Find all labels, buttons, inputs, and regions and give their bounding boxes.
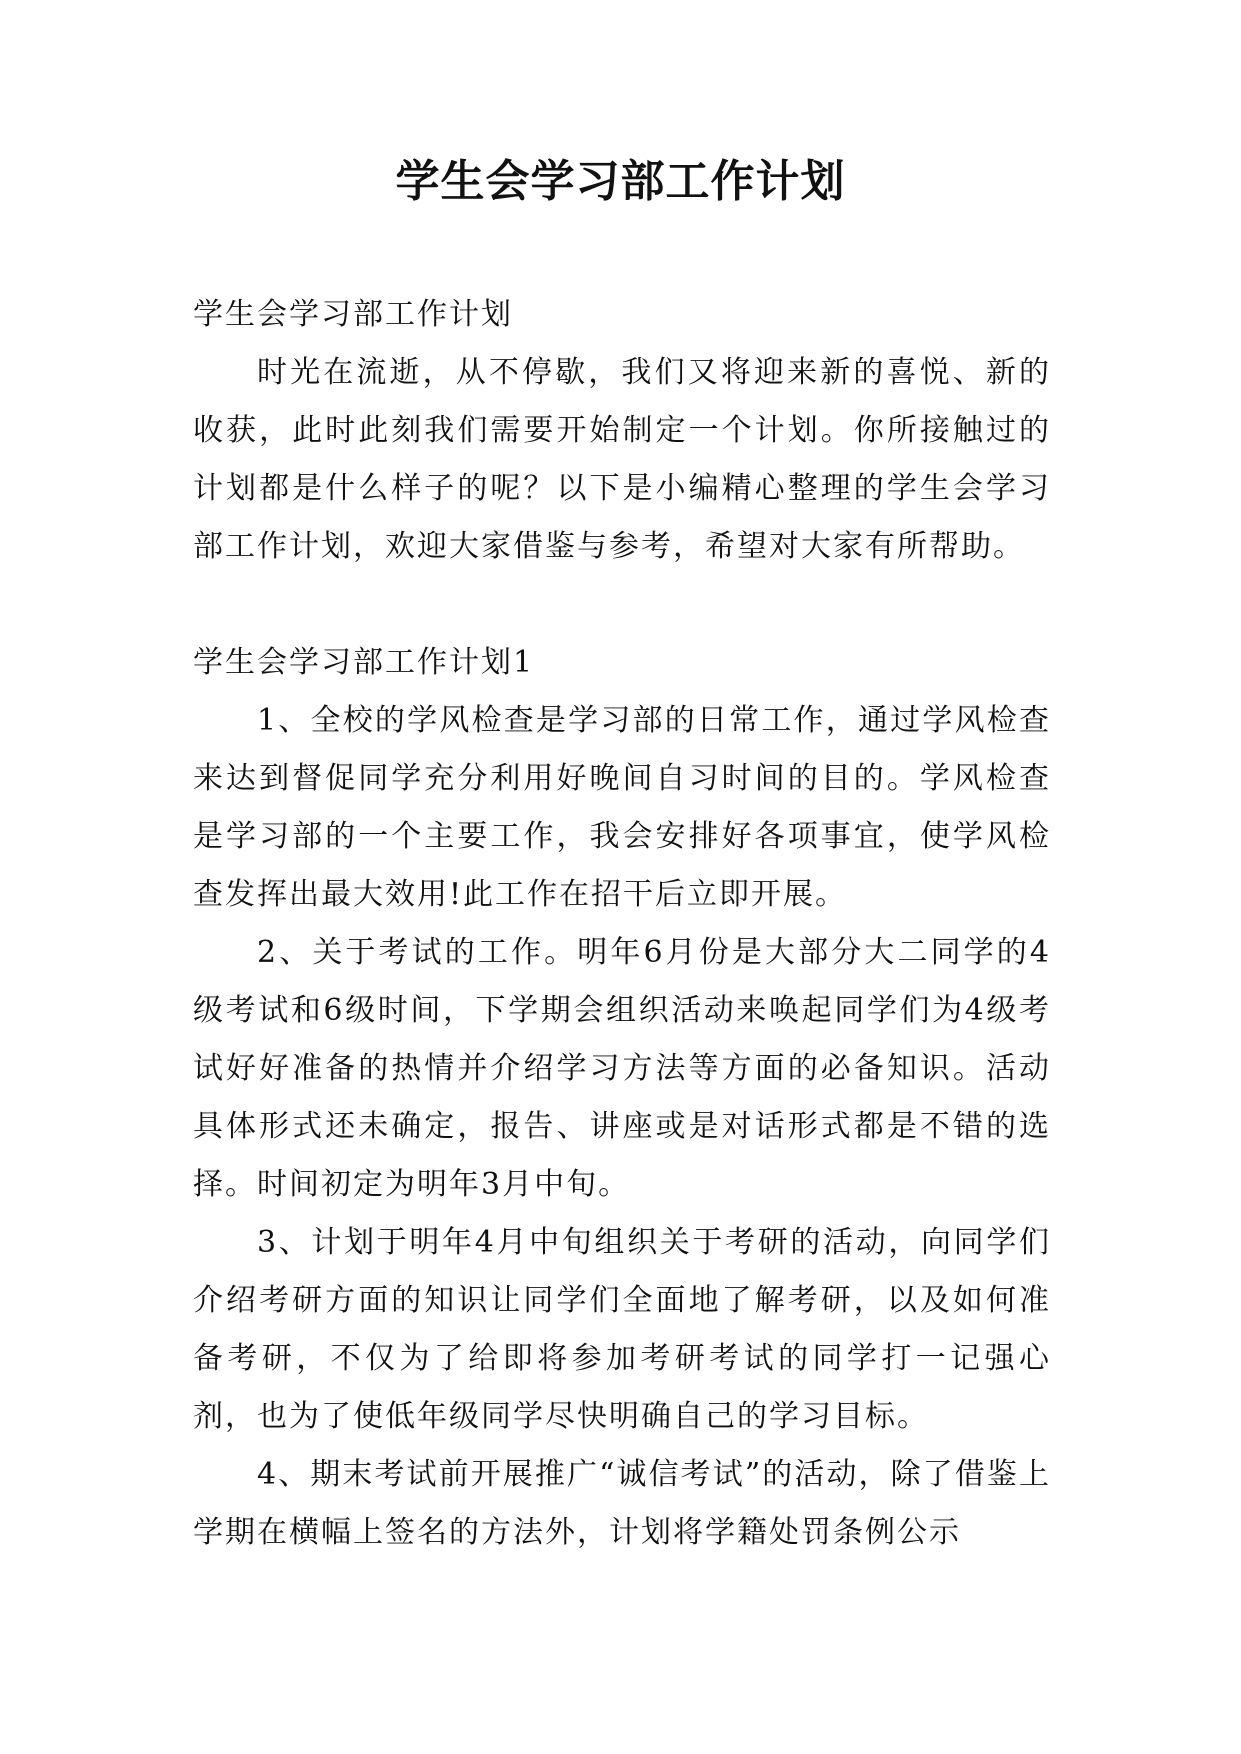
section1-heading: 学生会学习部工作计划1 <box>193 645 535 680</box>
paragraph-gap <box>193 576 1051 634</box>
plan-item-4: 4、期末考试前开展推广“诚信考试”的活动，除了借鉴上学期在横幅上签名的方法外，计划将学籍处罚条例公示 <box>193 1457 1051 1550</box>
plan-item-1: 1、全校的学风检查是学习部的日常工作，通过学风检查来达到督促同学充分利用好晚间自习时间的目的。学风检查是学习部的一个主要工作，我会安排好各项事宜，使学风检查发挥出最大效用!此工作在招干后立即开展。 <box>193 703 1051 912</box>
plan-item-2: 2、关于考试的工作。明年6月份是大部分大二同学的4级考试和6级时间，下学期会组织活动来唤起同学们为4级考试好好准备的热情并介绍学习方法等方面的必备知识。活动具体形式还未确定，报告、讲座或是对话形式都是不错的选择。时间初定为明年3月中旬。 <box>193 935 1051 1202</box>
document-title: 学生会学习部工作计划 <box>395 156 846 207</box>
document-body <box>193 286 1051 1562</box>
plan-item-3: 3、计划于明年4月中旬组织关于考研的活动，向同学们介绍考研方面的知识让同学们全面地了解考研，以及如何准备考研，不仅为了给即将参加考研考试的同学打一记强心剂，也为了使低年级同学尽快明确自己的学习目标。 <box>193 1225 1051 1434</box>
intro-heading: 学生会学习部工作计划 <box>193 297 513 332</box>
intro-paragraph: 时光在流逝，从不停歇，我们又将迎来新的喜悦、新的收获，此时此刻我们需要开始制定一个计划。你所接触过的计划都是什么样子的呢？以下是小编精心整理的学生会学习部工作计划，欢迎大家借鉴与参考，希望对大家有所帮助。 <box>193 355 1051 564</box>
